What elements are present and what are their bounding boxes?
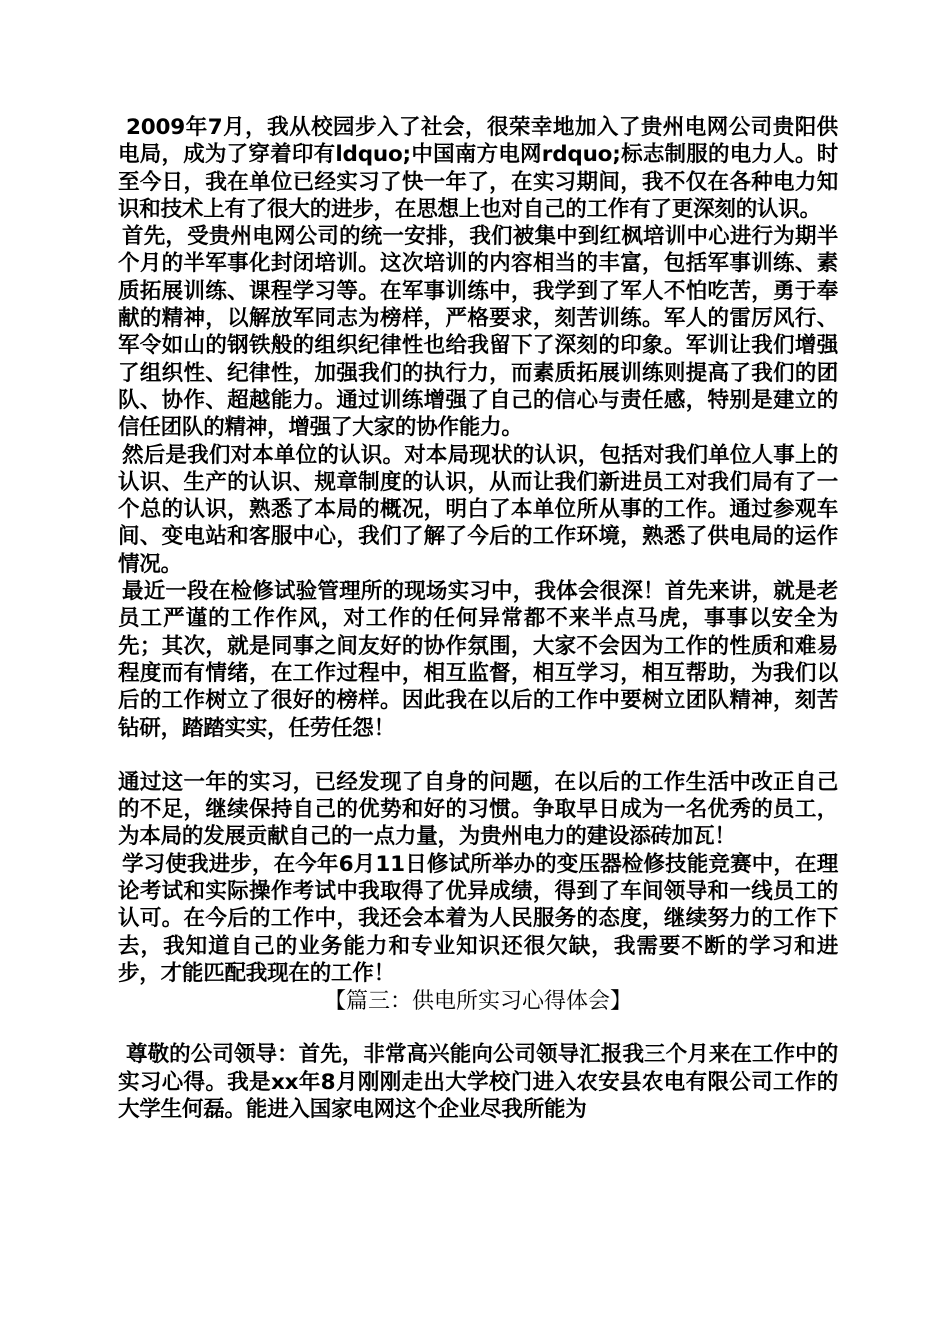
paragraph-gap bbox=[118, 742, 838, 769]
paragraph-competition: 学习使我进步，在今年6月11日修试所举办的变压器检修技能竞赛中，在理论考试和实际操作考试中我取得了优异成绩，得到了车间领导和一线员工的认可。在今后的工作中，我还会本着为人民服务的态度，继续努力的工作下去，我知道自己的业务能力和专业知识还很欠缺，我需要不断的学习和进步，才能匹配我现在的工作！ bbox=[118, 851, 838, 986]
document-page bbox=[118, 114, 838, 1123]
paragraph-summary: 通过这一年的实习，已经发现了自身的问题，在以后的工作生活中改正自己的不足，继续保持自己的优势和好的习惯。争取早日成为一名优秀的员工，为本局的发展贡献自己的一点力量，为贵州电力的建设添砖加瓦！ bbox=[118, 769, 838, 850]
paragraph-intro: 2009年7月，我从校园步入了社会，很荣幸地加入了贵州电网公司贵阳供电局，成为了穿着印有ldquo;中国南方电网rdquo;标志制服的电力人。时至今日，我在单位已经实习了快一年了，在实习期间，我不仅在各种电力知识和技术上有了很大的进步，在思想上也对自己的工作有了更深刻的认识。 bbox=[118, 115, 838, 222]
paragraph-unit-knowledge: 然后是我们对本单位的认识。对本局现状的认识，包括对我们单位人事上的认识、生产的认识、规章制度的认识，从而让我们新进员工对我们局有了一个总的认识，熟悉了本局的概况，明白了本单位所从事的工作。通过参观车间、变电站和客服中心，我们了解了今后的工作环境，熟悉了供电局的运作情况。 bbox=[118, 442, 838, 577]
paragraph-training: 首先，受贵州电网公司的统一安排，我们被集中到红枫培训中心进行为期半个月的半军事化封闭培训。这次培训的内容相当的丰富，包括军事训练、素质拓展训练、课程学习等。在军事训练中，我学到了军人不怕吃苦，勇于奉献的精神，以解放军同志为榜样，严格要求，刻苦训练。军人的雷厉风行、军令如山的钢铁般的组织纪律性也给我留下了深刻的印象。军训让我们增强了组织性、纪律性，加强我们的执行力，而素质拓展训练则提高了我们的团队、协作、超越能力。通过训练增强了自己的信心与责任感，特别是建立的信任团队的精神，增强了大家的协作能力。 bbox=[118, 224, 838, 441]
paragraph-letter-opening: 尊敬的公司领导：首先，非常高兴能向公司领导汇报我三个月来在工作中的实习心得。我是xx年8月刚刚走出大学校门进入农安县农电有限公司工作的大学生何磊。能进入国家电网这个企业尽我所能为 bbox=[118, 1042, 838, 1122]
paragraph-field-practice: 最近一段在检修试验管理所的现场实习中，我体会很深！首先来讲，就是老员工严谨的工作作风，对工作的任何异常都不来半点马虎，事事以安全为先；其次，就是同事之间友好的协作氛围，大家不会因为工作的性质和难易程度而有情绪，在工作过程中，相互监督，相互学习，相互帮助，为我们以后的工作树立了很好的榜样。因此我在以后的工作中要树立团队精神，刻苦钻研，踏踏实实，任劳任怨！ bbox=[118, 579, 838, 741]
section-title: 【篇三：供电所实习心得体会】 bbox=[323, 989, 632, 1015]
